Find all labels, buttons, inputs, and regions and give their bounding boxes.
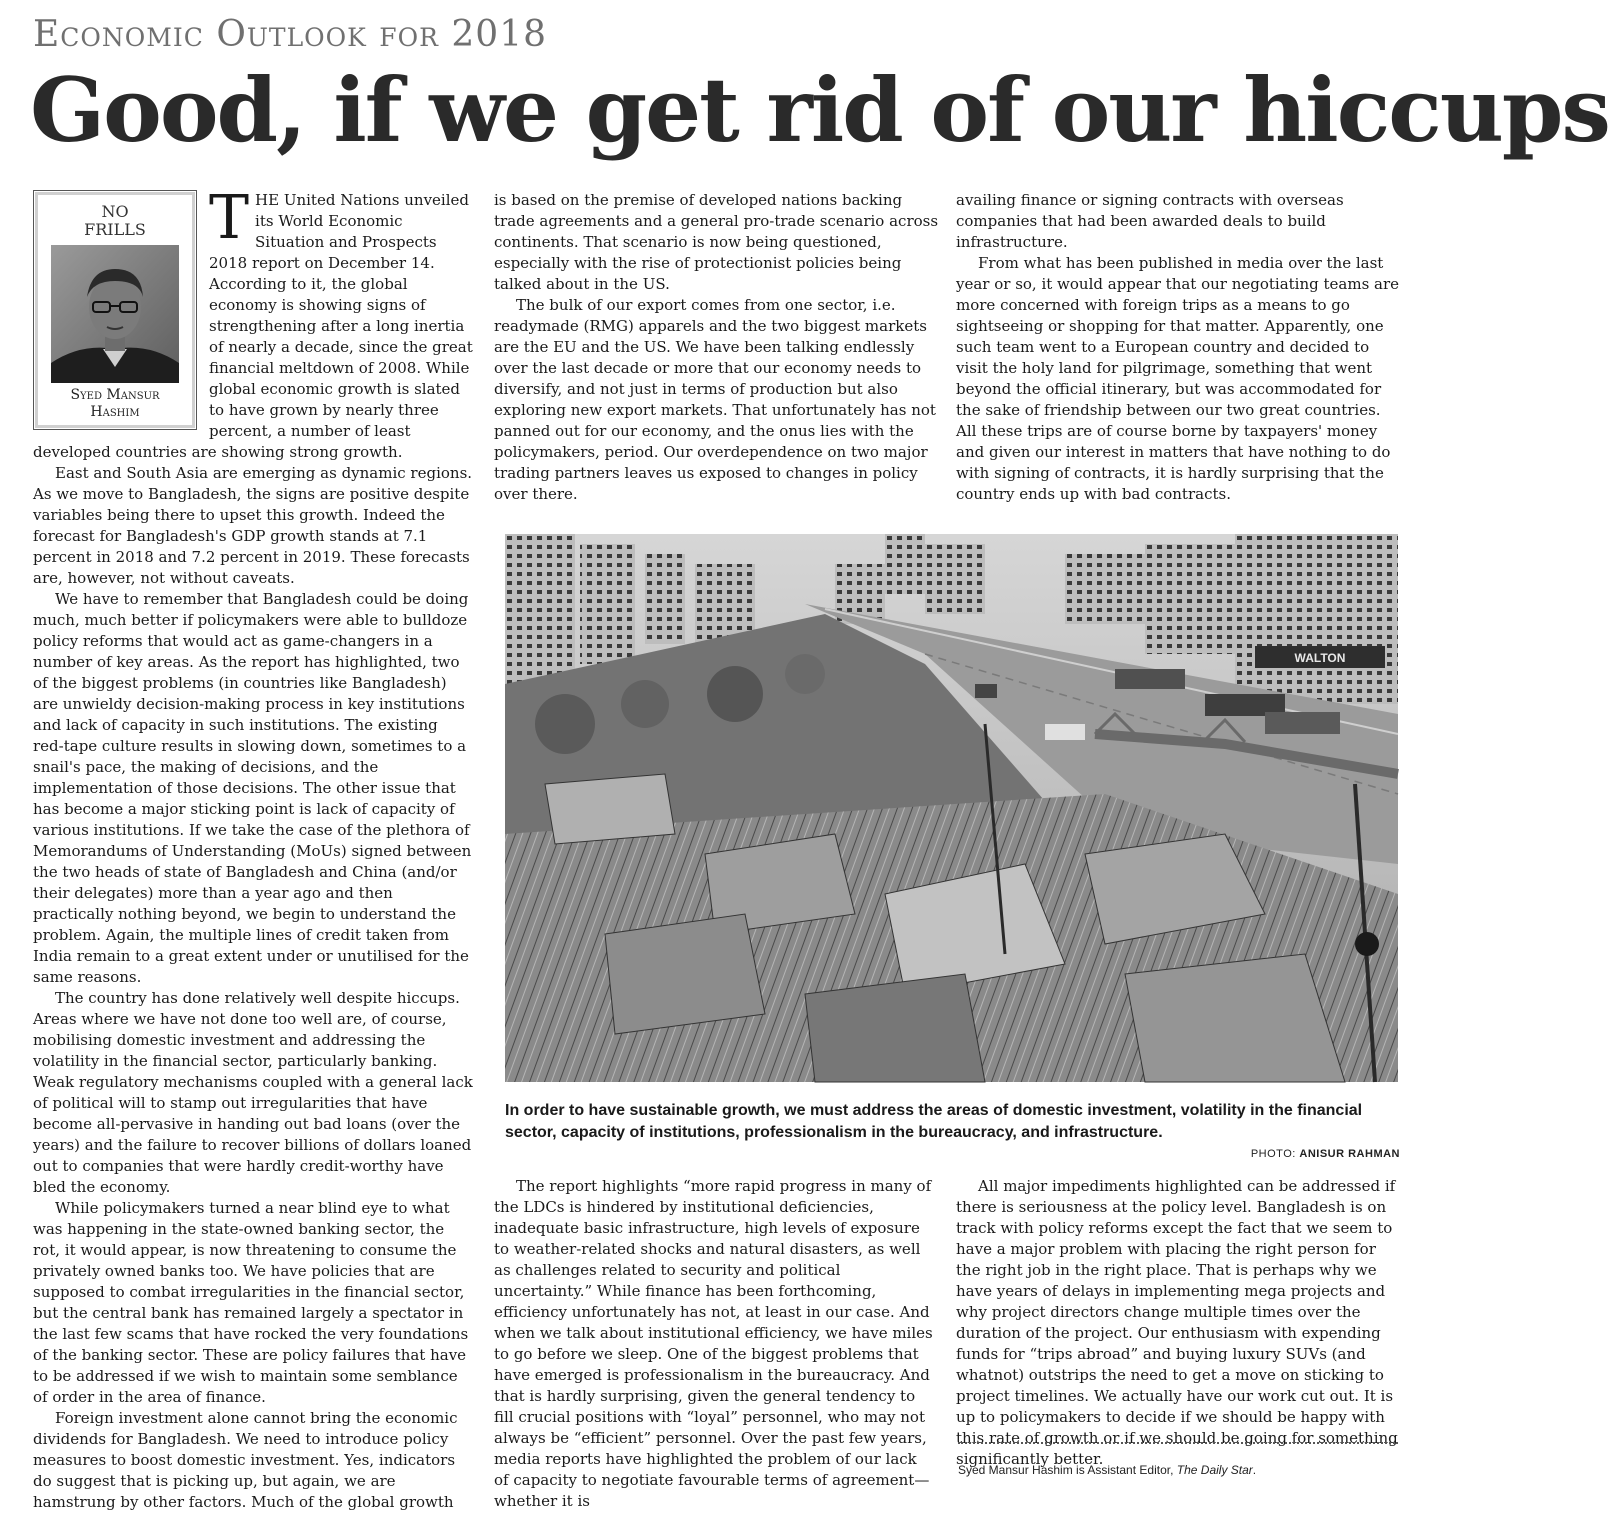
paragraph-2: East and South Asia are emerging as dynamic regions. As we move to Bangladesh, the signs are positive despite variables being there to upset this growth. Indeed the forecast for Bangladesh's GDP growth stands at 7.1 percent in 2018 and 7.2 percent in 2019. These forecasts are, however, not without caveats. [33,464,473,587]
paragraph-6: Foreign investment alone cannot bring the economic dividends for Bangladesh. We need to introduce policy measures to boost domestic investment. Yes, indicators do suggest that is picking up, but again, we are hamstrung by other factors. Much of the global growth [33,1409,458,1511]
drop-cap: T [209,183,250,253]
paragraph-1: HE United Nations unveiled its World Economic Situation and Prospects 2018 report on December 14. According to it, the global economy is showing signs of strengthening after a long inertia of nearly a decade, since the great financial meltdown of 2008. While global economic growth is slated to have grown by nearly three percent, a number of least developed countries are showing strong growth. [33,191,473,461]
paragraph-4: The country has done relatively well despite hiccups. Areas where we have not done too well are, of course, mobilising domestic investment and addressing the volatility in the financial sector, particularly banking. Weak regulatory mechanisms coupled with a general lack of political will to stamp out irregularities that have become all-pervasive in handing out bad loans (over the years) and the failure to recover billions of dollars loaned out to companies that were hardly credit-worthy have bled the economy. [33,989,473,1196]
column-name: NO FRILLS [84,202,146,239]
author-name: Syed Mansur Hashim [70,387,160,420]
paragraph-12: All major impediments highlighted can be addressed if there is seriousness at the policy level. Bangladesh is on track with policy reforms except the fact that we seem to have a major problem with placing the right person for the right job in the right place. That is perhaps why we have years of delays in implementing mega projects and why project directors change multiple times over the duration of the project. Our enthusiasm with expending funds for “trips abroad” and buying luxury SUVs (and whatnot) outstrips the need to get a move on sticking to project timelines. We actually have our work cut out. It is up to policymakers to decide if we should be happy with this rate of growth or if we should be going for something significantly better. [956,1177,1398,1468]
kicker: Economic Outlook for 2018 [33,14,548,55]
paragraph-3: We have to remember that Bangladesh could be doing much, much better if policymakers were able to bulldoze policy reforms that would act as game-changers in a number of key areas. As the report has highlighted, two of the biggest problems (in countries like Bangladesh) are unwieldy decision-making process in key institutions and lack of capacity in such institutions. The existing red-tape culture results in slowing down, sometimes to a snail's pace, the making of decisions, and the implementation of those decisions. The other issue that has become a major sticking point is lack of capacity of various institutions. If we take the case of the plethora of Memorandums of Understanding (MoUs) signed between the two heads of state of Bangladesh and China (and/or their delegates) more than a year ago and then practically nothing beyond, we begin to understand the problem. Again, the multiple lines of credit taken from India remain to a great extent under or unutilised for the same reasons. [33,590,472,986]
walton-sign: WALTON [1294,651,1346,665]
paragraph-5: While policymakers turned a near blind eye to what was happening in the state-owned banking sector, the rot, it would appear, is now threatening to consume the privately owned banks too. We have policies that are supposed to combat irregularities in the financial sector, but the central bank has remained largely a spectator in the last few scams that have rocked the very foundations of the banking sector. These are policy failures that have to be addressed if we wish to maintain some semblance of order in the area of finance. [33,1199,469,1406]
article-column-1 [33,183,473,1515]
article-column-2 [494,190,939,510]
author-footnote: Syed Mansur Hashim is Assistant Editor, The Daily Star. [958,1463,1257,1477]
byline-box [33,190,197,430]
dotted-divider [958,1442,1398,1444]
street-photo [505,534,1398,1082]
paragraph-11: The report highlights “more rapid progress in many of the LDCs is hindered by institutional deficiencies, inadequate basic infrastructure, high levels of exposure to weather-related shocks and natural disasters, as well as challenges related to security and political uncertainty.” While finance has been forthcoming, efficiency unfortunately has not, at least in our case. And when we talk about institutional efficiency, we have miles to go before we sleep. One of the biggest problems that have emerged is professionalism in the bureaucracy. And that is hardly surprising, given the general tendency to fill crucial positions with “loyal” personnel, who may not always be “efficient” personnel. Over the past few years, media reports have highlighted the problem of our lack of capacity to negotiate favourable terms of agreement—whether it is [494,1177,933,1510]
paragraph-7: is based on the premise of developed nations backing trade agreements and a general pro-trade scenario across continents. That scenario is now being questioned, especially with the rise of protectionist policies being talked about in the US. [494,191,939,293]
headline: Good, if we get rid of our hiccups [30,58,1609,162]
photo-credit: PHOTO: ANISUR RAHMAN [1250,1148,1400,1160]
paragraph-10: From what has been published in media over the last year or so, it would appear that our negotiating teams are more concerned with foreign trips as a means to go sightseeing or shopping for that matter. Apparently, one such team went to a European country and decided to visit the holy land for pilgrimage, something that went beyond the official itinerary, but was accommodated for the sake of friendship between our two great countries. All these trips are of course borne by taxpayers' money and given our interest in matters that have nothing to do with signing of contracts, it is hardly surprising that the country ends up with bad contracts. [956,254,1400,503]
photo-caption: In order to have sustainable growth, we must address the areas of domestic investment, volatility in the financial sector, capacity of institutions, professionalism in the bureaucracy, and infrastructure. [505,1102,1363,1141]
article-column-4 [494,1176,934,1515]
paragraph-8: The bulk of our export comes from one sector, i.e. readymade (RMG) apparels and the two biggest markets are the EU and the US. We have been talking endlessly over the last decade or more that our economy needs to diversify, and not just in terms of production but also exploring new export markets. That unfortunately has not panned out for our economy, and the onus lies with the policymakers, period. Our overdependence on two major trading partners leaves us exposed to changes in policy over there. [494,296,936,503]
article-column-5 [956,1176,1400,1468]
article-column-3 [956,190,1400,510]
paragraph-9: availing finance or signing contracts with overseas companies that had been awarded deals to build infrastructure. [956,191,1344,251]
author-photo [51,245,179,383]
